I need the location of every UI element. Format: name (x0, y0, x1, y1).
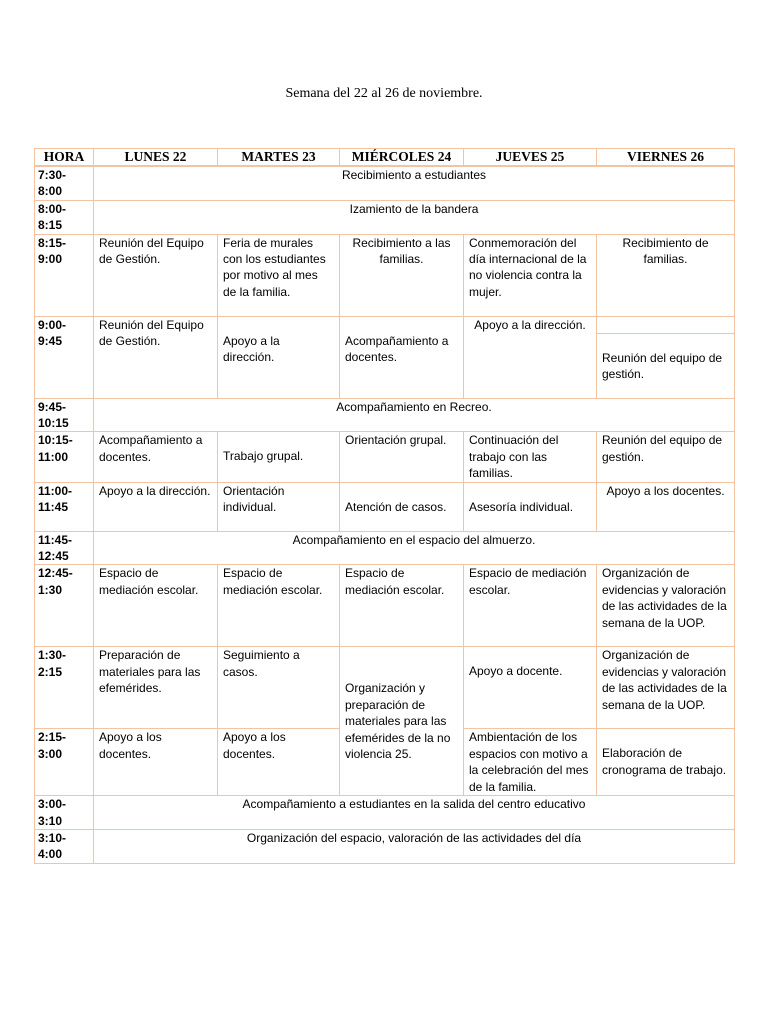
activity-cell: Reunión del equipo de gestión. (597, 432, 735, 482)
activity-cell: Acompañamiento a docentes. (340, 316, 464, 398)
activity-cell: Continuación del trabajo con las familias. (464, 432, 597, 482)
hora-cell: 11:00- 11:45 (35, 482, 94, 531)
activity-cell: Orientación grupal. (340, 432, 464, 482)
activity-cell: Reunión del Equipo de Gestión. (94, 234, 218, 316)
full-row-activity: Izamiento de la bandera (94, 200, 735, 234)
empty-subcell (597, 317, 734, 334)
activity-cell: Apoyo a los docentes. (94, 729, 218, 796)
activity-cell: Acompañamiento a docentes. (94, 432, 218, 482)
activity-cell: Trabajo grupal. (218, 432, 340, 482)
full-row-activity: Organización del espacio, valoración de las actividades del día (94, 829, 735, 863)
activity-subcell: Reunión del equipo de gestión. (602, 350, 723, 382)
activity-cell: Preparación de materiales para las efemérides. (94, 647, 218, 729)
activity-cell: Organización de evidencias y valoración de las actividades de la semana de la UOP. (597, 565, 735, 647)
hora-cell: 10:15- 11:00 (35, 432, 94, 482)
activity-cell-split (597, 316, 735, 398)
activity-cell: Organización y preparación de materiales para las efemérides de la no violencia 25. (340, 647, 464, 796)
table-row (35, 565, 735, 647)
activity-cell: Espacio de mediación escolar. (94, 565, 218, 647)
header-miercoles: MIÉRCOLES 24 (340, 149, 464, 167)
hora-cell: 7:30- 8:00 (35, 166, 94, 200)
schedule-table (34, 148, 735, 864)
activity-cell: Apoyo a docente. (464, 647, 597, 729)
hora-cell: 9:00- 9:45 (35, 316, 94, 398)
activity-cell: Apoyo a la dirección. (94, 482, 218, 531)
hora-cell: 11:45- 12:45 (35, 531, 94, 565)
activity-cell: Organización de evidencias y valoración de las actividades de la semana de la UOP. (597, 647, 735, 729)
page-title: Semana del 22 al 26 de noviembre. (285, 86, 483, 101)
header-jueves: JUEVES 25 (464, 149, 597, 167)
activity-cell: Apoyo a los docentes. (597, 482, 735, 531)
hora-cell: 1:30- 2:15 (35, 647, 94, 729)
full-row-activity: Acompañamiento en el espacio del almuerzo. (94, 531, 735, 565)
header-hora: HORA (35, 149, 94, 167)
activity-cell: Feria de murales con los estudiantes por motivo al mes de la familia. (218, 234, 340, 316)
full-row-activity: Acompañamiento a estudiantes en la salida del centro educativo (94, 796, 735, 830)
activity-cell: Seguimiento a casos. (218, 647, 340, 729)
hora-cell: 12:45- 1:30 (35, 565, 94, 647)
table-row (35, 482, 735, 531)
table-row (35, 234, 735, 316)
table-row (35, 166, 735, 200)
full-row-activity: Acompañamiento en Recreo. (94, 398, 735, 432)
table-row (35, 316, 735, 398)
activity-cell: Espacio de mediación escolar. (340, 565, 464, 647)
activity-cell: Conmemoración del día internacional de la no violencia contra la mujer. (464, 234, 597, 316)
table-row (35, 531, 735, 565)
table-row (35, 796, 735, 830)
activity-cell: Apoyo a los docentes. (218, 729, 340, 796)
hora-cell: 8:15- 9:00 (35, 234, 94, 316)
activity-cell: Elaboración de cronograma de trabajo. (597, 729, 735, 796)
hora-cell: 3:10- 4:00 (35, 829, 94, 863)
activity-cell: Reunión del Equipo de Gestión. (94, 316, 218, 398)
activity-cell: Apoyo a la dirección. (218, 316, 340, 398)
activity-cell: Orientación individual. (218, 482, 340, 531)
activity-cell: Apoyo a la dirección. (464, 316, 597, 398)
table-row (35, 200, 735, 234)
hora-cell: 9:45- 10:15 (35, 398, 94, 432)
hora-cell: 2:15- 3:00 (35, 729, 94, 796)
activity-cell: Asesoría individual. (464, 482, 597, 531)
hora-cell: 8:00- 8:15 (35, 200, 94, 234)
activity-cell: Espacio de mediación escolar. (218, 565, 340, 647)
table-row (35, 647, 735, 729)
header-viernes: VIERNES 26 (597, 149, 735, 167)
header-row (35, 149, 735, 167)
table-row (35, 398, 735, 432)
activity-cell: Espacio de mediación escolar. (464, 565, 597, 647)
header-martes: MARTES 23 (218, 149, 340, 167)
activity-cell: Recibimiento a las familias. (340, 234, 464, 316)
table-row (35, 829, 735, 863)
activity-cell: Recibimiento de familias. (597, 234, 735, 316)
header-lunes: LUNES 22 (94, 149, 218, 167)
full-row-activity: Recibimiento a estudiantes (94, 166, 735, 200)
hora-cell: 3:00- 3:10 (35, 796, 94, 830)
activity-cell: Ambientación de los espacios con motivo a la celebración del mes de la familia. (464, 729, 597, 796)
activity-cell: Atención de casos. (340, 482, 464, 531)
table-row (35, 432, 735, 482)
